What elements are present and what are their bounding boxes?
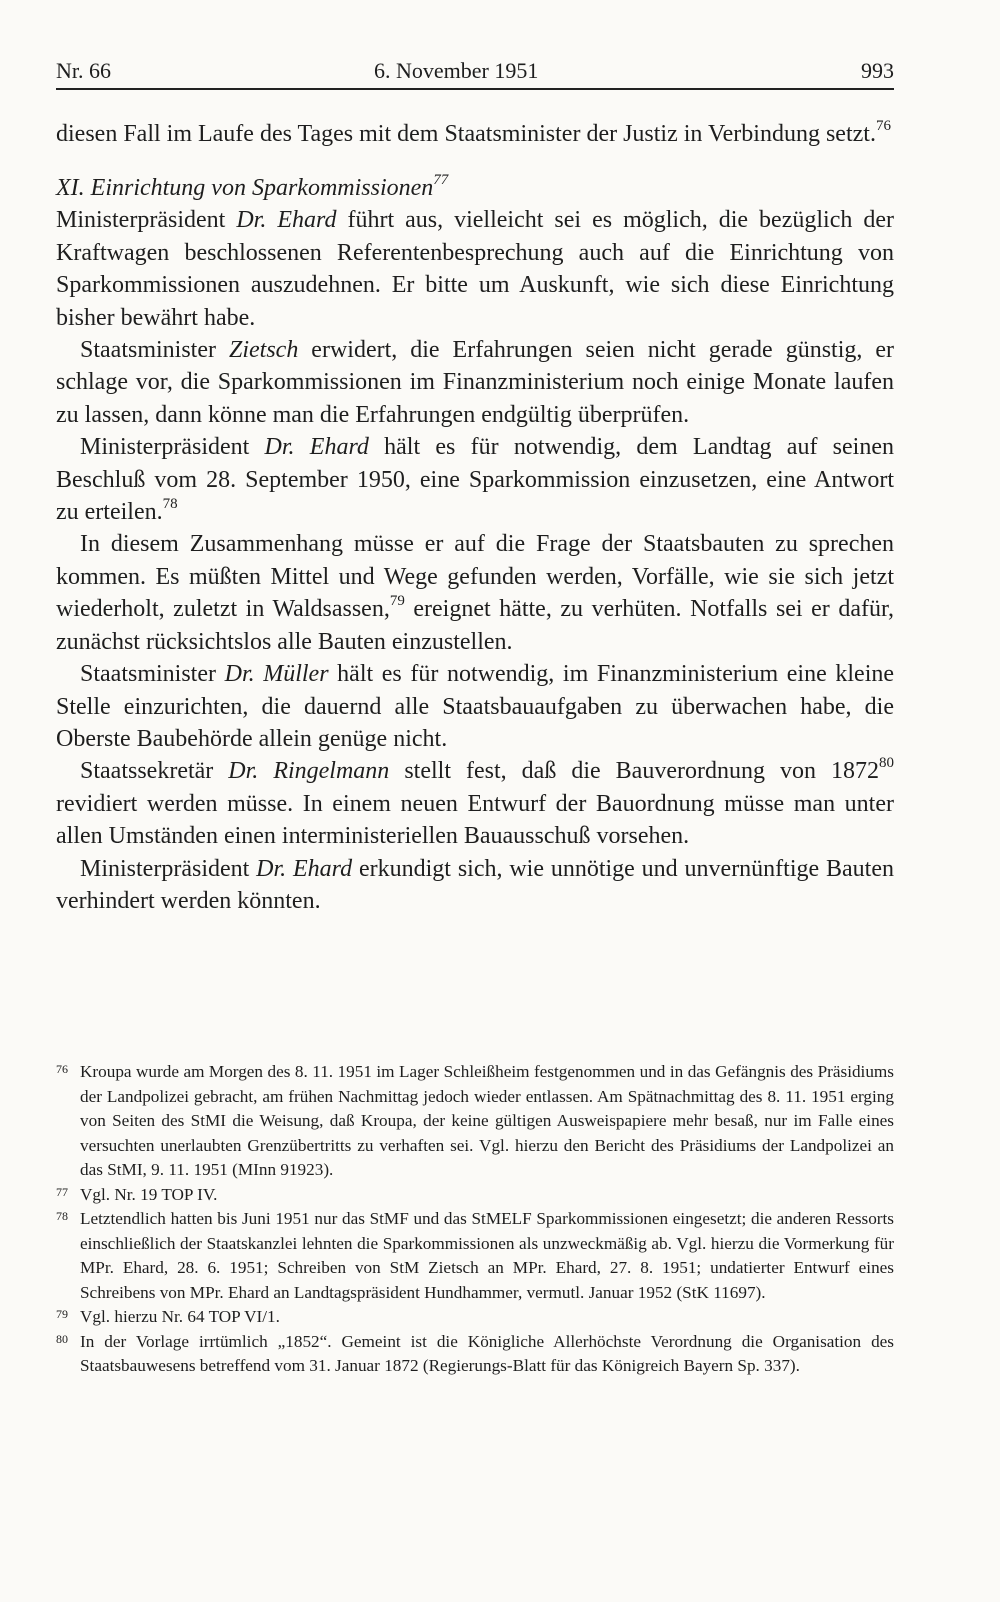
paragraph-text: Staatsminister bbox=[80, 661, 225, 688]
paragraph-8 bbox=[56, 853, 894, 918]
paragraph-text: Staatssekretär bbox=[80, 758, 229, 785]
footnote-text: Letztendlich hatten bis Juni 1951 nur das StMF und das StMELF Sparkommissionen eingesetzt; die anderen Ressorts einschließlich der Staatskanzlei lehnten die Sparkommissionen als unzweckmäßig ab. Vgl. hierzu die Vormerkung für MPr. Ehard, 28. 6. 1951; Schreiben von StM Zietsch an MPr. Ehard, 27. 8. 1951; undatierter Entwurf eines Schreibens von MPr. Ehard an Landtagspräsident Hundhammer, vermutl. Januar 1952 (StK 11697). bbox=[80, 1209, 894, 1302]
footnote-number: 77 bbox=[56, 1184, 68, 1199]
running-header bbox=[56, 50, 894, 90]
paragraph-text: Ministerpräsident bbox=[56, 207, 237, 234]
footnote bbox=[56, 1305, 894, 1330]
speaker-name: Zietsch bbox=[228, 337, 299, 364]
footnote-text: Vgl. Nr. 19 TOP IV. bbox=[80, 1184, 218, 1204]
paragraph-text: stellt fest, daß die Bauverordnung von 1872 bbox=[389, 758, 879, 785]
paragraph-text: hält es für notwendig, dem Landtag auf seinen Beschluß vom 28. September 1950, eine Sparkommission einzusetzen, eine Antwort zu erteilen. bbox=[56, 434, 894, 526]
paragraph-text: diesen Fall im Laufe des Tages mit dem Staatsminister der Justiz in Verbindung setzt. bbox=[56, 121, 876, 147]
speaker-name: Dr. Ehard bbox=[256, 855, 353, 882]
footnotes bbox=[56, 1060, 894, 1379]
footnote-ref[interactable]: 80 bbox=[879, 755, 894, 772]
paragraph-1 bbox=[56, 118, 894, 150]
footnote-number: 79 bbox=[56, 1307, 68, 1321]
paragraph-text: erkundigt sich, wie unnötige und unvernünftige Bauten verhindert werden könnten. bbox=[56, 855, 894, 914]
footnote-number: 78 bbox=[56, 1209, 68, 1223]
paragraph-3 bbox=[56, 334, 894, 431]
footnote-text: Kroupa wurde am Morgen des 8. 11. 1951 im Lager Schleißheim festgenommen und in das Gefängnis des Präsidiums der Landpolizei gebracht, am frühen Nachmittag jedoch wieder entlassen. Am Spätnachmittag des 8. 11. 1951 erging von Seiten des StMI die Weisung, daß Kroupa, der keine gültigen Ausweispapiere mehr besaß, nur im Falle eines versuchten unerlaubten Grenzübertritts zu verhaften sei. Vgl. hierzu den Bericht des Präsidiums der Landpolizei an das StMI, 9. 11. 1951 (MInn 91923). bbox=[80, 1062, 894, 1179]
footnote-ref[interactable]: 79 bbox=[389, 593, 405, 610]
header-page-number: 993 bbox=[861, 58, 894, 83]
footnote-text: Vgl. hierzu Nr. 64 TOP VI/1. bbox=[80, 1307, 280, 1326]
paragraph-text: revidiert werden müsse. In einem neuen Entwurf der Bauordnung müsse man unter allen Umständen einen interministeriellen Bauausschuß vorsehen. bbox=[56, 790, 894, 850]
paragraph-2 bbox=[56, 204, 894, 334]
paragraph-text: führt aus, vielleicht sei es möglich, die bezüglich der Kraftwagen beschlossenen Referentenbesprechung auch auf die Einrichtung von Sparkommissionen auszudehnen. Er bitte um Auskunft, wie sich diese Einrichtung bisher bewährt habe. bbox=[56, 207, 894, 331]
paragraph-text: Ministerpräsident bbox=[80, 434, 265, 461]
speaker-name: Dr. Ehard bbox=[236, 207, 337, 234]
speaker-name: Dr. Müller bbox=[224, 661, 329, 688]
section-title: XI. Einrichtung von Sparkommissionen bbox=[56, 175, 434, 202]
footnote-ref[interactable]: 76 bbox=[875, 118, 891, 134]
footnote-ref[interactable]: 78 bbox=[162, 496, 178, 513]
paragraph-4 bbox=[56, 431, 894, 528]
paragraph-6 bbox=[56, 658, 894, 755]
section-heading bbox=[56, 172, 894, 204]
footnote bbox=[56, 1060, 894, 1183]
footnote bbox=[56, 1330, 894, 1379]
paragraph-text: ereignet hätte, zu verhüten. Notfalls sei er dafür, zunächst rücksichtslos alle Bauten einzustellen. bbox=[56, 596, 895, 655]
footnote-number: 76 bbox=[56, 1062, 68, 1076]
paragraph-text: erwidert, die Erfahrungen seien nicht gerade günstig, er schlage vor, die Sparkommissionen im Finanzministerium noch einige Monate laufen zu lassen, dann könne man die Erfahrungen endgültig überprüfen. bbox=[56, 337, 895, 428]
header-rule bbox=[56, 88, 894, 90]
speaker-name: Dr. Ehard bbox=[264, 434, 369, 461]
paragraph-text: Ministerpräsident bbox=[80, 855, 257, 882]
paragraph-text: Staatsminister bbox=[80, 337, 229, 364]
speaker-name: Dr. Ringelmann bbox=[228, 758, 390, 785]
footnote bbox=[56, 1207, 894, 1305]
footnote-text: In der Vorlage irrtümlich „1852“. Gemeint ist die Königliche Allerhöchste Verordnung die Organisation des Staatsbauwesens betreffend vom 31. Januar 1872 (Regierungs-Blatt für das Königreich Bayern Sp. 337). bbox=[80, 1331, 894, 1375]
paragraph-5 bbox=[56, 528, 894, 658]
footnote-number: 80 bbox=[56, 1331, 68, 1346]
paragraph-7 bbox=[56, 755, 894, 852]
main-text bbox=[56, 118, 894, 917]
paragraph-text: hält es für notwendig, im Finanzministerium eine kleine Stelle einzurichten, die dauernd alle Staatsbauaufgaben zu überwachen habe, die Oberste Baubehörde allein genüge nicht. bbox=[56, 661, 895, 752]
paragraph-text: In diesem Zusammenhang müsse er auf die Frage der Staatsbauten zu sprechen kommen. Es müßten Mittel und Wege gefunden werden, Vorfälle, wie sie sich jetzt wiederholt, zuletzt in Waldsassen, bbox=[56, 531, 894, 623]
header-date: 6. November 1951 bbox=[374, 58, 539, 83]
footnote-ref[interactable]: 77 bbox=[433, 172, 449, 189]
footnote bbox=[56, 1183, 894, 1208]
header-document-number: Nr. 66 bbox=[56, 58, 111, 83]
